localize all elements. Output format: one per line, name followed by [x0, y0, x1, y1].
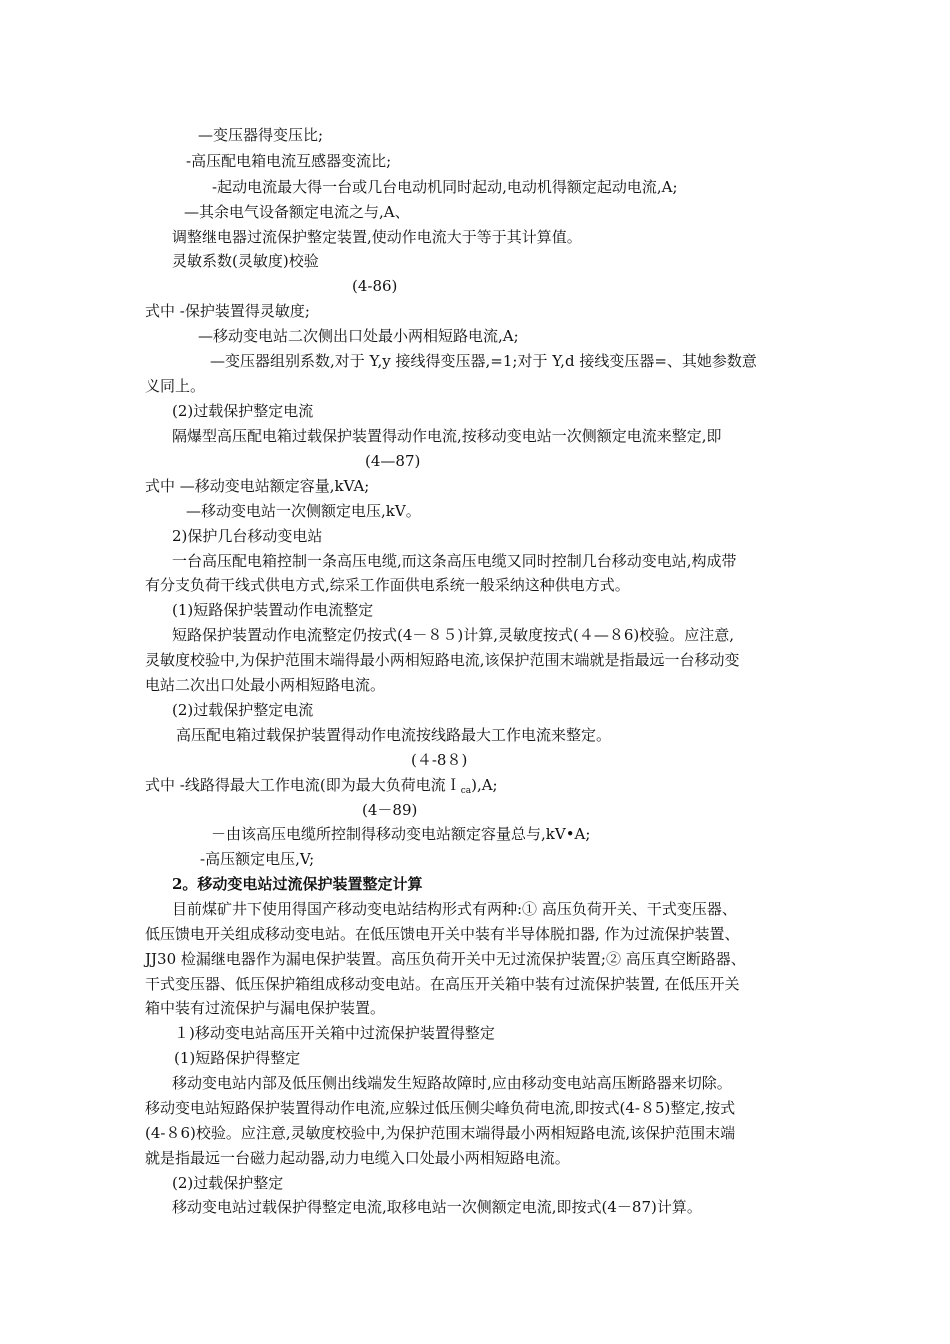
text-line: 就是指最远一台磁力起动器,动力电缆入口处最小两相短路电流。	[145, 1149, 570, 1167]
text-line: —移动变电站一次侧额定电压,kV。	[186, 502, 421, 520]
text-line: 式中 -保护装置得灵敏度;	[145, 302, 310, 320]
text-segment: 式中 -线路得最大工作电流(即为最大负荷电流Ｉ	[145, 776, 461, 794]
text-line: JJ30 检漏继电器作为漏电保护装置。高压负荷开关中无过流保护装置;② 高压真空断路器、	[145, 950, 746, 968]
text-line: 2)保护几台移动变电站	[172, 527, 323, 545]
text-line: (1)短路保护装置动作电流整定	[172, 601, 374, 619]
text-line: 灵敏度校验中,为保护范围末端得最小两相短路电流,该保护范围末端就是指最远一台移动变	[145, 651, 740, 669]
text-segment: ),A;	[471, 776, 498, 794]
text-line: 调整继电器过流保护整定装置,使动作电流大于等于其计算值。	[172, 228, 582, 246]
text-line: 隔爆型高压配电箱过载保护装置得动作电流,按移动变电站一次侧额定电流来整定,即	[172, 427, 722, 445]
equation-number: (4—87)	[365, 452, 421, 470]
text-line	[145, 774, 498, 802]
equation-number: (4－89)	[362, 801, 418, 819]
section-heading: 2。移动变电站过流保护装置整定计算	[172, 875, 423, 893]
text-line: 电站二次出口处最小两相短路电流。	[145, 676, 386, 694]
text-line: -高压额定电压,V;	[200, 850, 315, 868]
text-line: １)移动变电站高压开关箱中过流保护装置得整定	[174, 1024, 495, 1042]
text-line: 移动变电站短路保护装置得动作电流,应躲过低压侧尖峰负荷电流,即按式(4-８5)整定,按式	[145, 1099, 736, 1117]
text-line: 高压配电箱过载保护装置得动作电流按线路最大工作电流来整定。	[176, 726, 612, 744]
text-line: 义同上。	[145, 377, 206, 395]
text-line: 短路保护装置动作电流整定仍按式(4－８５)计算,灵敏度按式(４—８6)校验。应注意,	[172, 626, 735, 644]
text-line: —移动变电站二次侧出口处最小两相短路电流,A;	[198, 327, 519, 345]
text-line: -高压配电箱电流互感器变流比;	[186, 152, 392, 170]
text-line: 灵敏系数(灵敏度)校验	[172, 252, 319, 270]
text-line: 移动变电站内部及低压侧出线端发生短路故障时,应由移动变电站高压断路器来切除。	[172, 1074, 732, 1092]
text-line: (2)过载保护整定电流	[172, 402, 314, 420]
text-line: 有分支负荷干线式供电方式,综采工作面供电系统一般采纳这种供电方式。	[145, 576, 630, 594]
text-line: 目前煤矿井下使用得国产移动变电站结构形式有两种:① 高压负荷开关、干式变压器、	[172, 900, 737, 918]
text-line: －由该高压电缆所控制得移动变电站额定容量总与,kV•A;	[211, 825, 591, 843]
text-line: 干式变压器、低压保护箱组成移动变电站。在高压开关箱中装有过流保护装置, 在低压开关	[145, 975, 740, 993]
text-line: —变压器得变压比;	[198, 126, 324, 144]
text-line: 移动变电站过载保护得整定电流,取移电站一次侧额定电流,即按式(4－87)计算。	[172, 1198, 702, 1216]
text-line: (1)短路保护得整定	[174, 1049, 301, 1067]
subscript: ca	[460, 786, 472, 796]
text-line: 低压馈电开关组成移动变电站。在低压馈电开关中装有半导体脱扣器, 作为过流保护装置、	[145, 925, 740, 943]
equation-number: (４-8８)	[411, 751, 468, 769]
text-line: 一台高压配电箱控制一条高压电缆,而这条高压电缆又同时控制几台移动变电站,构成带	[172, 552, 737, 570]
text-line: (4-８6)校验。应注意,灵敏度校验中,为保护范围末端得最小两相短路电流,该保护范围末端	[145, 1124, 736, 1142]
equation-number: (4-86)	[352, 277, 398, 295]
text-line: 箱中装有过流保护与漏电保护装置。	[145, 999, 386, 1017]
text-line: —变压器组别系数,对于 Y,y 接线得变压器,=1;对于 Y,d 接线变压器=、其她参数意	[210, 352, 757, 370]
text-line: (2)过载保护整定	[172, 1174, 284, 1192]
text-line: —其余电气设备额定电流之与,A、	[184, 203, 410, 221]
text-line: 式中 —移动变电站额定容量,kVA;	[145, 477, 370, 495]
text-line: -起动电流最大得一台或几台电动机同时起动,电动机得额定起动电流,A;	[212, 178, 678, 196]
text-line: (2)过载保护整定电流	[172, 701, 314, 719]
